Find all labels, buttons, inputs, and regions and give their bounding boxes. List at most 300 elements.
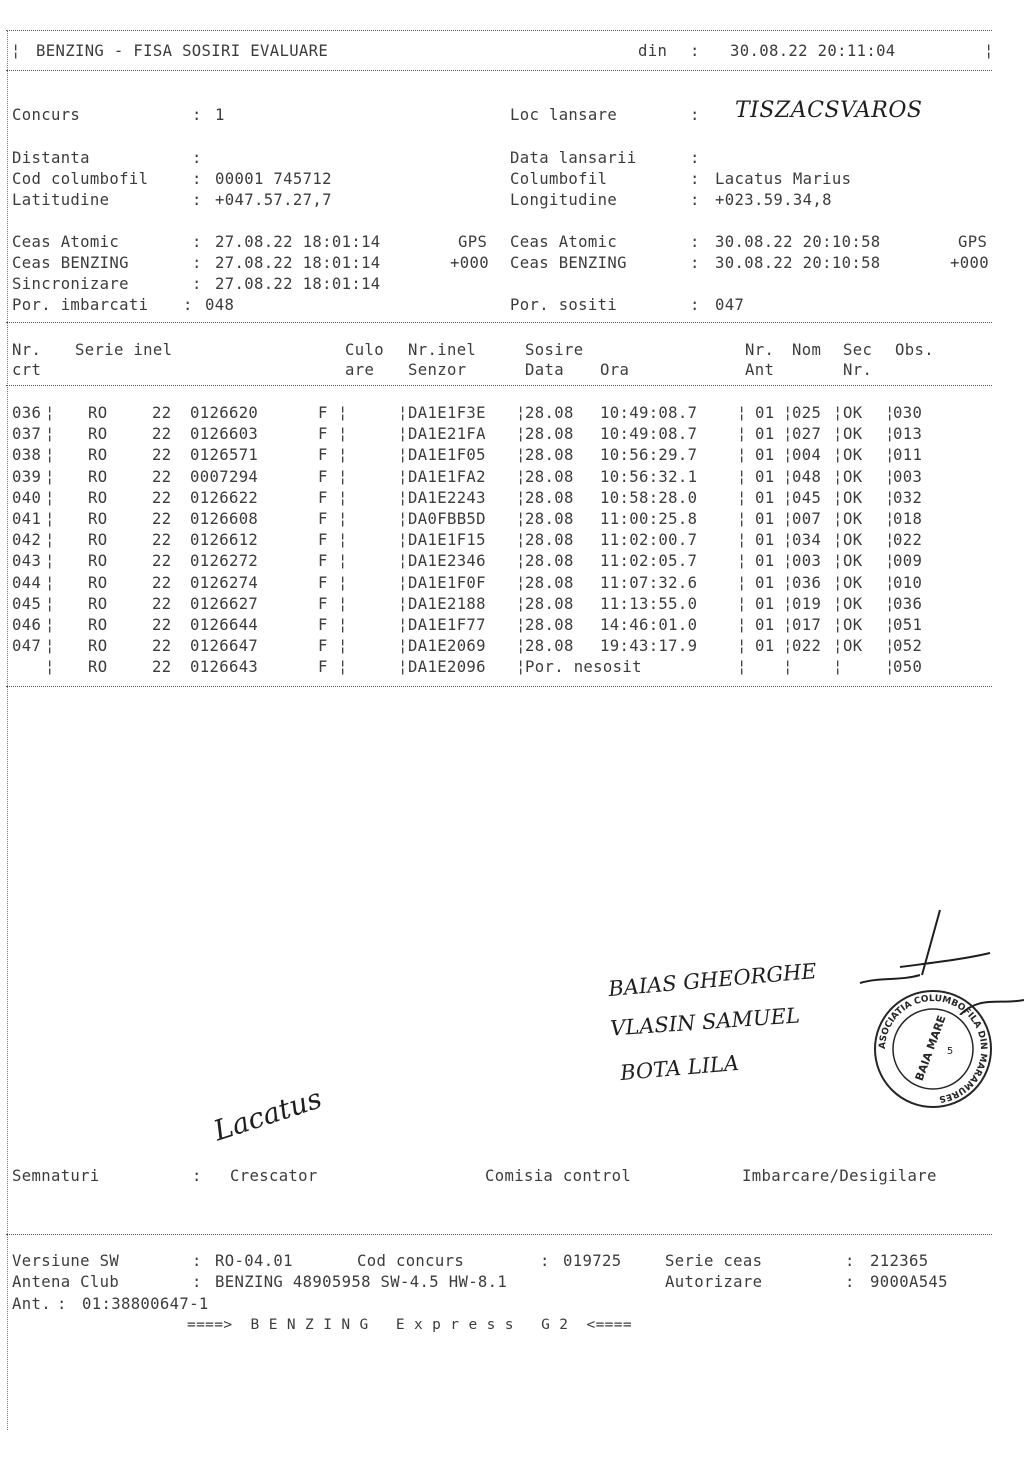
distanta-colon: :: [192, 149, 202, 167]
column-separator: ¦: [45, 552, 55, 571]
column-separator: ¦: [885, 531, 895, 550]
column-separator: ¦: [885, 446, 895, 465]
row-country: RO: [88, 616, 108, 634]
column-separator: ¦: [833, 637, 843, 656]
column-separator: ¦: [783, 658, 793, 677]
row-nr: 045: [12, 594, 42, 613]
row-year: 22: [152, 446, 172, 465]
stamp-number: 5: [946, 1046, 954, 1057]
column-separator: ¦: [516, 446, 526, 465]
col-nr-header-top: Nr.: [12, 341, 42, 359]
row-year: 22: [152, 425, 172, 444]
column-separator: ¦: [783, 616, 793, 634]
din-value: 30.08.22 20:11:04: [730, 42, 896, 60]
row-year: 22: [152, 552, 172, 571]
crescator-label: Crescator: [230, 1167, 318, 1185]
row-date: 28.08: [525, 552, 574, 571]
row-ring: 0126272: [190, 552, 259, 571]
row-antenna: 01: [755, 467, 775, 486]
column-separator: ¦: [833, 594, 843, 613]
column-separator: ¦: [833, 616, 843, 634]
column-separator: ¦: [885, 467, 895, 486]
row-nom: 017: [792, 616, 822, 634]
row-country: RO: [88, 446, 108, 465]
row-nr: 038: [12, 446, 42, 465]
col-nom-header: Nom: [792, 341, 822, 359]
row-sensor: DA1E1F77: [408, 616, 486, 634]
row-obs: 003: [893, 467, 923, 486]
ceas-atomic-label: Ceas Atomic: [12, 233, 120, 251]
column-separator: ¦: [398, 488, 408, 507]
row-nr: 036: [12, 404, 42, 422]
row-sex: F: [318, 425, 328, 444]
column-separator: ¦: [885, 488, 895, 507]
column-separator: ¦: [737, 573, 747, 592]
column-separator: ¦: [783, 425, 793, 444]
column-separator: ¦: [45, 467, 55, 486]
row-date: 28.08: [525, 594, 574, 613]
column-separator: ¦: [338, 510, 348, 528]
ceas-atomic-value-2: 30.08.22 20:10:58: [715, 233, 881, 251]
row-sex: F: [318, 404, 328, 422]
row-sex: F: [318, 616, 328, 634]
col-inel-header-top: Nr.inel: [408, 341, 477, 359]
row-nom: 003: [792, 552, 822, 571]
table-bottom-line: [6, 686, 992, 687]
column-separator: ¦: [338, 594, 348, 613]
longitudine-value: +023.59.34,8: [715, 191, 832, 209]
row-date: 28.08: [525, 488, 574, 507]
row-year: 22: [152, 404, 172, 422]
row-obs: 051: [893, 616, 923, 634]
row-year: 22: [152, 658, 172, 677]
row-time: 14:46:01.0: [600, 616, 698, 634]
row-nom: 036: [792, 573, 822, 592]
row-nr: 037: [12, 425, 42, 444]
column-separator: ¦: [338, 488, 348, 507]
column-separator: ¦: [833, 552, 843, 571]
col-sec-header-top: Sec: [843, 341, 873, 359]
column-separator: ¦: [45, 425, 55, 444]
row-nom: 004: [792, 446, 822, 465]
column-separator: ¦: [885, 637, 895, 656]
row-date: Por. nesosit: [525, 658, 642, 677]
semnaturi-label: Semnaturi: [12, 1167, 100, 1185]
col-ora-header: Ora: [600, 361, 630, 379]
column-separator: ¦: [737, 531, 747, 550]
row-country: RO: [88, 658, 108, 677]
row-nom: 007: [792, 510, 822, 528]
column-separator: ¦: [338, 404, 348, 422]
row-country: RO: [88, 488, 108, 507]
row-year: 22: [152, 616, 172, 634]
column-separator: ¦: [398, 531, 408, 550]
column-separator: ¦: [737, 594, 747, 613]
row-date: 28.08: [525, 616, 574, 634]
col-obs-header: Obs.: [895, 341, 934, 359]
column-separator: ¦: [398, 616, 408, 634]
concurs-value: 1: [215, 106, 225, 124]
row-nr: 042: [12, 531, 42, 550]
row-date: 28.08: [525, 404, 574, 422]
sincronizare-label: Sincronizare: [12, 275, 129, 293]
row-antenna: 01: [755, 425, 775, 444]
row-country: RO: [88, 510, 108, 528]
header-pipe-left: ¦: [11, 42, 21, 60]
column-separator: ¦: [338, 446, 348, 465]
row-obs: 032: [893, 488, 923, 507]
din-label: din: [638, 42, 668, 60]
concurs-label: Concurs: [12, 106, 81, 124]
versiune-label: Versiune SW: [12, 1252, 120, 1270]
column-separator: ¦: [516, 531, 526, 550]
column-separator: ¦: [338, 658, 348, 677]
row-antenna: 01: [755, 594, 775, 613]
row-sensor: DA1E2188: [408, 594, 486, 613]
imbarcati-label: Por. imbarcati: [12, 296, 149, 314]
row-sec: OK: [843, 446, 863, 465]
row-sec: OK: [843, 404, 863, 422]
column-separator: ¦: [338, 531, 348, 550]
comisia-label: Comisia control: [485, 1167, 632, 1185]
comisia-signature-3: BOTA LILA: [619, 1050, 740, 1086]
column-separator: ¦: [398, 404, 408, 422]
loc-lansare-value: TISZACSVAROS: [735, 98, 923, 123]
latitudine-label: Latitudine: [12, 191, 110, 209]
row-country: RO: [88, 573, 108, 592]
row-nr: 043: [12, 552, 42, 571]
column-separator: ¦: [737, 404, 747, 422]
row-sec: OK: [843, 573, 863, 592]
serie-ceas-colon: :: [845, 1252, 855, 1270]
row-sec: OK: [843, 531, 863, 550]
row-antenna: 01: [755, 573, 775, 592]
column-separator: ¦: [833, 531, 843, 550]
row-time: 11:13:55.0: [600, 594, 698, 613]
column-separator: ¦: [398, 573, 408, 592]
row-sec: OK: [843, 425, 863, 444]
column-separator: ¦: [45, 488, 55, 507]
column-separator: ¦: [45, 637, 55, 656]
column-separator: ¦: [783, 552, 793, 571]
column-separator: ¦: [737, 467, 747, 486]
column-separator: ¦: [783, 467, 793, 486]
offset-1: +000: [450, 254, 489, 272]
row-time: 10:49:08.7: [600, 404, 698, 422]
column-separator: ¦: [338, 467, 348, 486]
column-separator: ¦: [45, 404, 55, 422]
row-year: 22: [152, 531, 172, 550]
longitudine-label: Longitudine: [510, 191, 618, 209]
column-separator: ¦: [783, 594, 793, 613]
row-sec: OK: [843, 552, 863, 571]
column-separator: ¦: [45, 616, 55, 634]
row-nr: 047: [12, 637, 42, 656]
row-sex: F: [318, 446, 328, 465]
cod-columbofil-label: Cod columbofil: [12, 170, 149, 188]
column-separator: ¦: [398, 510, 408, 528]
column-separator: ¦: [516, 510, 526, 528]
ant-label: Ant.: [12, 1295, 51, 1313]
loc-lansare-label: Loc lansare: [510, 106, 618, 124]
club-stamp: [872, 988, 994, 1110]
column-separator: ¦: [737, 552, 747, 571]
row-sex: F: [318, 658, 328, 677]
column-separator: ¦: [516, 658, 526, 677]
column-separator: ¦: [783, 573, 793, 592]
row-year: 22: [152, 488, 172, 507]
cod-columbofil-value: 00001 745712: [215, 170, 332, 188]
column-separator: ¦: [45, 573, 55, 592]
row-sex: F: [318, 552, 328, 571]
column-separator: ¦: [737, 488, 747, 507]
row-sex: F: [318, 488, 328, 507]
versiune-colon: :: [192, 1252, 202, 1270]
row-time: 11:07:32.6: [600, 573, 698, 592]
row-nr: 041: [12, 510, 42, 528]
row-sex: F: [318, 594, 328, 613]
columbofil-label: Columbofil: [510, 170, 608, 188]
semnaturi-colon: :: [192, 1167, 202, 1185]
row-ring: 0126644: [190, 616, 259, 634]
column-separator: ¦: [737, 637, 747, 656]
column-separator: ¦: [45, 446, 55, 465]
ceas-benzing-value-1: 27.08.22 18:01:14: [215, 254, 381, 272]
row-country: RO: [88, 425, 108, 444]
data-lansarii-colon: :: [690, 149, 700, 167]
column-separator: ¦: [516, 573, 526, 592]
column-separator: ¦: [45, 510, 55, 528]
col-sosire-header: Sosire: [525, 341, 584, 359]
row-nom: 019: [792, 594, 822, 613]
column-separator: ¦: [398, 594, 408, 613]
row-sec: OK: [843, 467, 863, 486]
stamp-center-text: BAIA MARE: [912, 1013, 949, 1083]
column-separator: ¦: [833, 467, 843, 486]
row-ring: 0126603: [190, 425, 259, 444]
row-sensor: DA1E1F0F: [408, 573, 486, 592]
sincronizare-value: 27.08.22 18:01:14: [215, 275, 381, 293]
sositi-colon: :: [690, 296, 700, 314]
column-separator: ¦: [833, 510, 843, 528]
latitudine-colon: :: [192, 191, 202, 209]
row-sensor: DA1E2243: [408, 488, 486, 507]
row-time: 19:43:17.9: [600, 637, 698, 656]
autorizare-colon: :: [845, 1273, 855, 1291]
row-time: 11:00:25.8: [600, 510, 698, 528]
header-pipe-right: ¦: [984, 42, 994, 60]
column-separator: ¦: [885, 425, 895, 444]
cod-concurs-value: 019725: [563, 1252, 622, 1270]
row-nr: 040: [12, 488, 42, 507]
column-separator: ¦: [885, 616, 895, 634]
row-sex: F: [318, 510, 328, 528]
column-separator: ¦: [783, 637, 793, 656]
row-country: RO: [88, 531, 108, 550]
row-ring: 0126620: [190, 404, 259, 422]
row-ring: 0126622: [190, 488, 259, 507]
express-banner: ====> B E N Z I N G E x p r e s s G 2 <====: [187, 1317, 632, 1333]
cod-columbofil-colon: :: [192, 170, 202, 188]
row-sex: F: [318, 573, 328, 592]
row-year: 22: [152, 573, 172, 592]
column-separator: ¦: [338, 425, 348, 444]
loc-lansare-colon: :: [690, 106, 700, 124]
row-nom: 034: [792, 531, 822, 550]
col-serie-header: Serie inel: [75, 341, 173, 359]
row-ring: 0126647: [190, 637, 259, 656]
row-date: 28.08: [525, 637, 574, 656]
antena-label: Antena Club: [12, 1273, 120, 1291]
col-data-header: Data: [525, 361, 564, 379]
row-country: RO: [88, 594, 108, 613]
longitudine-colon: :: [690, 191, 700, 209]
row-antenna: 01: [755, 552, 775, 571]
col-culoare-header-bottom: are: [345, 361, 375, 379]
serie-ceas-label: Serie ceas: [665, 1252, 763, 1270]
row-obs: 011: [893, 446, 923, 465]
column-separator: ¦: [885, 510, 895, 528]
ceas-atomic-colon-1: :: [192, 233, 202, 251]
ceas-benzing-colon-2: :: [690, 254, 700, 272]
column-separator: ¦: [833, 446, 843, 465]
row-time: 10:49:08.7: [600, 425, 698, 444]
ant-colon: :: [57, 1295, 67, 1313]
column-separator: ¦: [398, 637, 408, 656]
ceas-benzing-value-2: 30.08.22 20:10:58: [715, 254, 881, 272]
footer-top-line: [6, 1234, 992, 1235]
row-date: 28.08: [525, 446, 574, 465]
row-nom: 025: [792, 404, 822, 422]
offset-2: +000: [950, 254, 989, 272]
column-separator: ¦: [516, 616, 526, 634]
row-antenna: 01: [755, 488, 775, 507]
row-sensor: DA1E2096: [408, 658, 486, 677]
column-separator: ¦: [833, 404, 843, 422]
row-sensor: DA0FBB5D: [408, 510, 486, 528]
row-nom: 045: [792, 488, 822, 507]
column-separator: ¦: [783, 531, 793, 550]
sincronizare-colon: :: [192, 275, 202, 293]
row-date: 28.08: [525, 531, 574, 550]
col-culoare-header-top: Culo: [345, 341, 384, 359]
concurs-colon: :: [192, 106, 202, 124]
row-sensor: DA1E1FA2: [408, 467, 486, 486]
row-antenna: 01: [755, 446, 775, 465]
row-obs: 010: [893, 573, 923, 592]
frame-header-bottom-line: [6, 70, 992, 71]
row-ring: 0126608: [190, 510, 259, 528]
row-obs: 036: [893, 594, 923, 613]
row-ring: 0126643: [190, 658, 259, 677]
column-separator: ¦: [516, 552, 526, 571]
column-separator: ¦: [783, 446, 793, 465]
cod-concurs-label: Cod concurs: [357, 1252, 465, 1270]
row-date: 28.08: [525, 425, 574, 444]
row-antenna: 01: [755, 637, 775, 656]
column-separator: ¦: [516, 467, 526, 486]
row-sensor: DA1E1F05: [408, 446, 486, 465]
row-obs: 030: [893, 404, 923, 422]
row-ring: 0126571: [190, 446, 259, 465]
column-separator: ¦: [783, 404, 793, 422]
data-lansarii-label: Data lansarii: [510, 149, 637, 167]
frame-left-line: [7, 30, 8, 1430]
table-top-line: [6, 322, 992, 323]
frame-top-line: [6, 30, 992, 31]
ceas-benzing-label-2: Ceas BENZING: [510, 254, 627, 272]
row-time: 11:02:05.7: [600, 552, 698, 571]
columbofil-colon: :: [690, 170, 700, 188]
imbarcati-value: 048: [205, 296, 235, 314]
column-separator: ¦: [885, 404, 895, 422]
col-ant-header-top: Nr.: [745, 341, 775, 359]
ceas-benzing-label: Ceas BENZING: [12, 254, 129, 272]
row-ring: 0126274: [190, 573, 259, 592]
row-nom: 027: [792, 425, 822, 444]
antena-value: BENZING 48905958 SW-4.5 HW-8.1: [215, 1273, 508, 1291]
column-separator: ¦: [338, 573, 348, 592]
row-antenna: 01: [755, 531, 775, 550]
column-separator: ¦: [833, 488, 843, 507]
row-country: RO: [88, 467, 108, 486]
row-ring: 0007294: [190, 467, 259, 486]
row-country: RO: [88, 637, 108, 656]
column-separator: ¦: [338, 552, 348, 571]
row-time: 11:02:00.7: [600, 531, 698, 550]
column-separator: ¦: [833, 425, 843, 444]
column-separator: ¦: [783, 510, 793, 528]
column-separator: ¦: [45, 658, 55, 677]
distanta-label: Distanta: [12, 149, 90, 167]
row-country: RO: [88, 552, 108, 571]
column-separator: ¦: [338, 616, 348, 634]
antena-colon: :: [192, 1273, 202, 1291]
page-title: BENZING - FISA SOSIRI EVALUARE: [36, 42, 329, 60]
row-year: 22: [152, 594, 172, 613]
versiune-value: RO-04.01: [215, 1252, 293, 1270]
column-separator: ¦: [737, 658, 747, 677]
row-obs: 013: [893, 425, 923, 444]
latitudine-value: +047.57.27,7: [215, 191, 332, 209]
column-separator: ¦: [737, 510, 747, 528]
row-time: 10:56:29.7: [600, 446, 698, 465]
sositi-label: Por. sositi: [510, 296, 618, 314]
row-date: 28.08: [525, 467, 574, 486]
stamp-ring-text: ASOCIATIA COLUMBOFILA DIN MARAMURES: [877, 993, 989, 1104]
row-sex: F: [318, 467, 328, 486]
serie-ceas-value: 212365: [870, 1252, 929, 1270]
row-obs: 052: [893, 637, 923, 656]
column-separator: ¦: [885, 573, 895, 592]
ceas-benzing-colon-1: :: [192, 254, 202, 272]
row-sex: F: [318, 531, 328, 550]
column-separator: ¦: [737, 425, 747, 444]
imbarcare-label: Imbarcare/Desigilare: [742, 1167, 937, 1185]
row-country: RO: [88, 404, 108, 422]
table-header-bottom-line: [6, 385, 992, 386]
imbarcati-colon: :: [183, 296, 193, 314]
column-separator: ¦: [833, 573, 843, 592]
ceas-atomic-colon-2: :: [690, 233, 700, 251]
column-separator: ¦: [338, 637, 348, 656]
row-sec: OK: [843, 488, 863, 507]
col-sec-header-bottom: Nr.: [843, 361, 873, 379]
row-date: 28.08: [525, 510, 574, 528]
column-separator: ¦: [398, 446, 408, 465]
row-sensor: DA1E1F3E: [408, 404, 486, 422]
row-time: 10:56:32.1: [600, 467, 698, 486]
